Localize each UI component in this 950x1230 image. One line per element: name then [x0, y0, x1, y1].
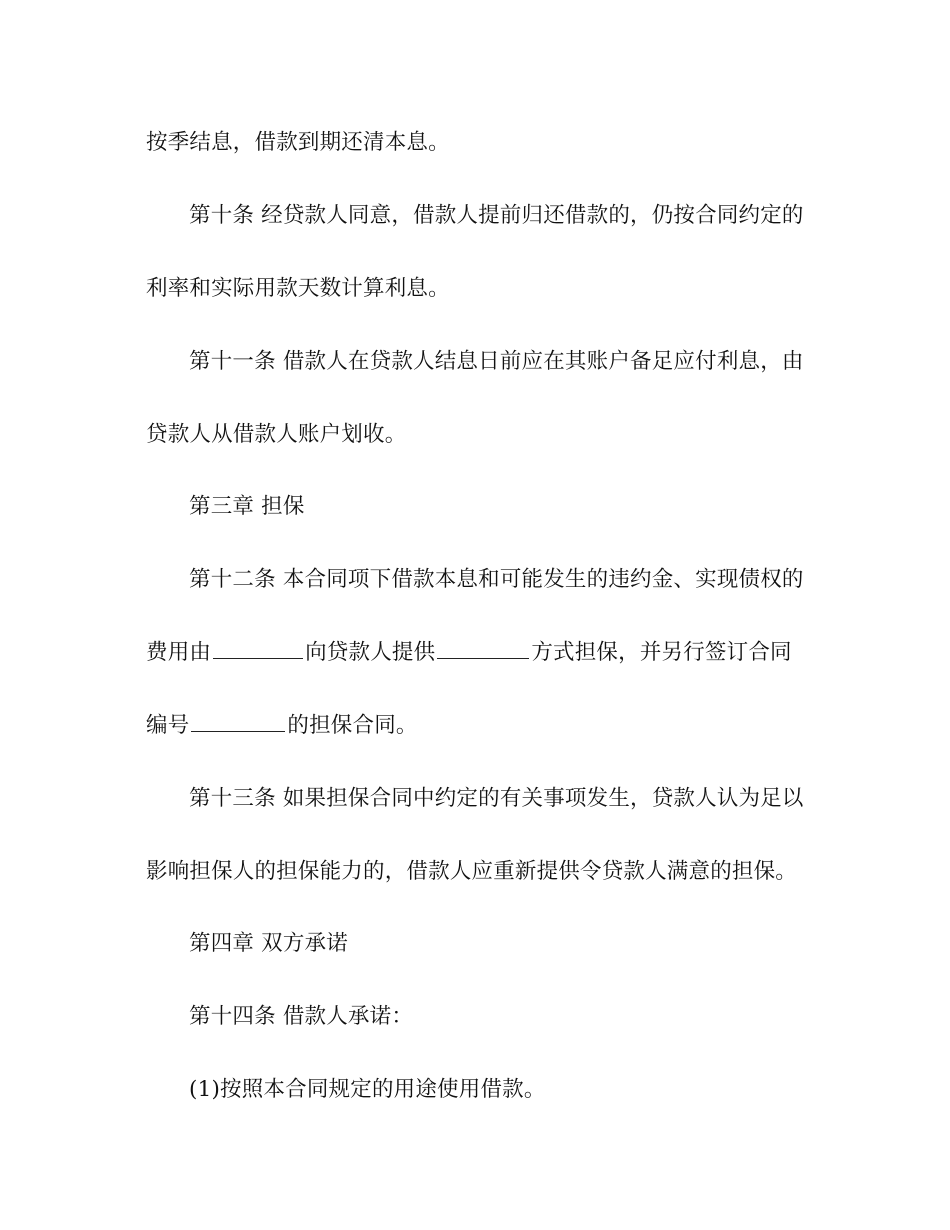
paragraph-line: 影响担保人的担保能力的，借款人应重新提供令贷款人满意的担保。: [146, 859, 798, 884]
guarantee-text-1: 费用由: [146, 640, 212, 665]
paragraph-line: 贷款人从借款人账户划收。: [146, 422, 407, 447]
chapter-4-heading: 第四章 双方承诺: [189, 931, 348, 956]
guarantor-blank[interactable]: [213, 639, 303, 659]
contract-number-text-1: 编号: [146, 713, 190, 738]
contract-number-blank[interactable]: [191, 712, 285, 732]
article-10-heading-line: 第十条 经贷款人同意，借款人提前归还借款的，仍按合同约定的: [189, 203, 804, 228]
guarantee-method-blank[interactable]: [437, 639, 529, 659]
chapter-3-heading: 第三章 担保: [189, 494, 305, 519]
contract-number-text-2: 的担保合同。: [287, 713, 418, 738]
paragraph-line: 按季结息，借款到期还清本息。: [146, 130, 450, 155]
article-11-heading-line: 第十一条 借款人在贷款人结息日前应在其账户备足应付利息，由: [189, 349, 804, 374]
contract-number-fill-line: [146, 711, 826, 741]
guarantee-fill-line: [146, 638, 826, 668]
article-13-heading-line: 第十三条 如果担保合同中约定的有关事项发生，贷款人认为足以: [189, 786, 804, 811]
article-14-heading-line: 第十四条 借款人承诺：: [189, 1004, 414, 1029]
guarantee-text-3: 方式担保，并另行签订合同: [531, 640, 792, 665]
paragraph-line: 利率和实际用款天数计算利息。: [146, 276, 450, 301]
article-12-heading-line: 第十二条 本合同项下借款本息和可能发生的违约金、实现债权的: [189, 567, 804, 592]
guarantee-text-2: 向贷款人提供: [305, 640, 436, 665]
list-item-1: (1)按照本合同规定的用途使用借款。: [189, 1077, 546, 1102]
